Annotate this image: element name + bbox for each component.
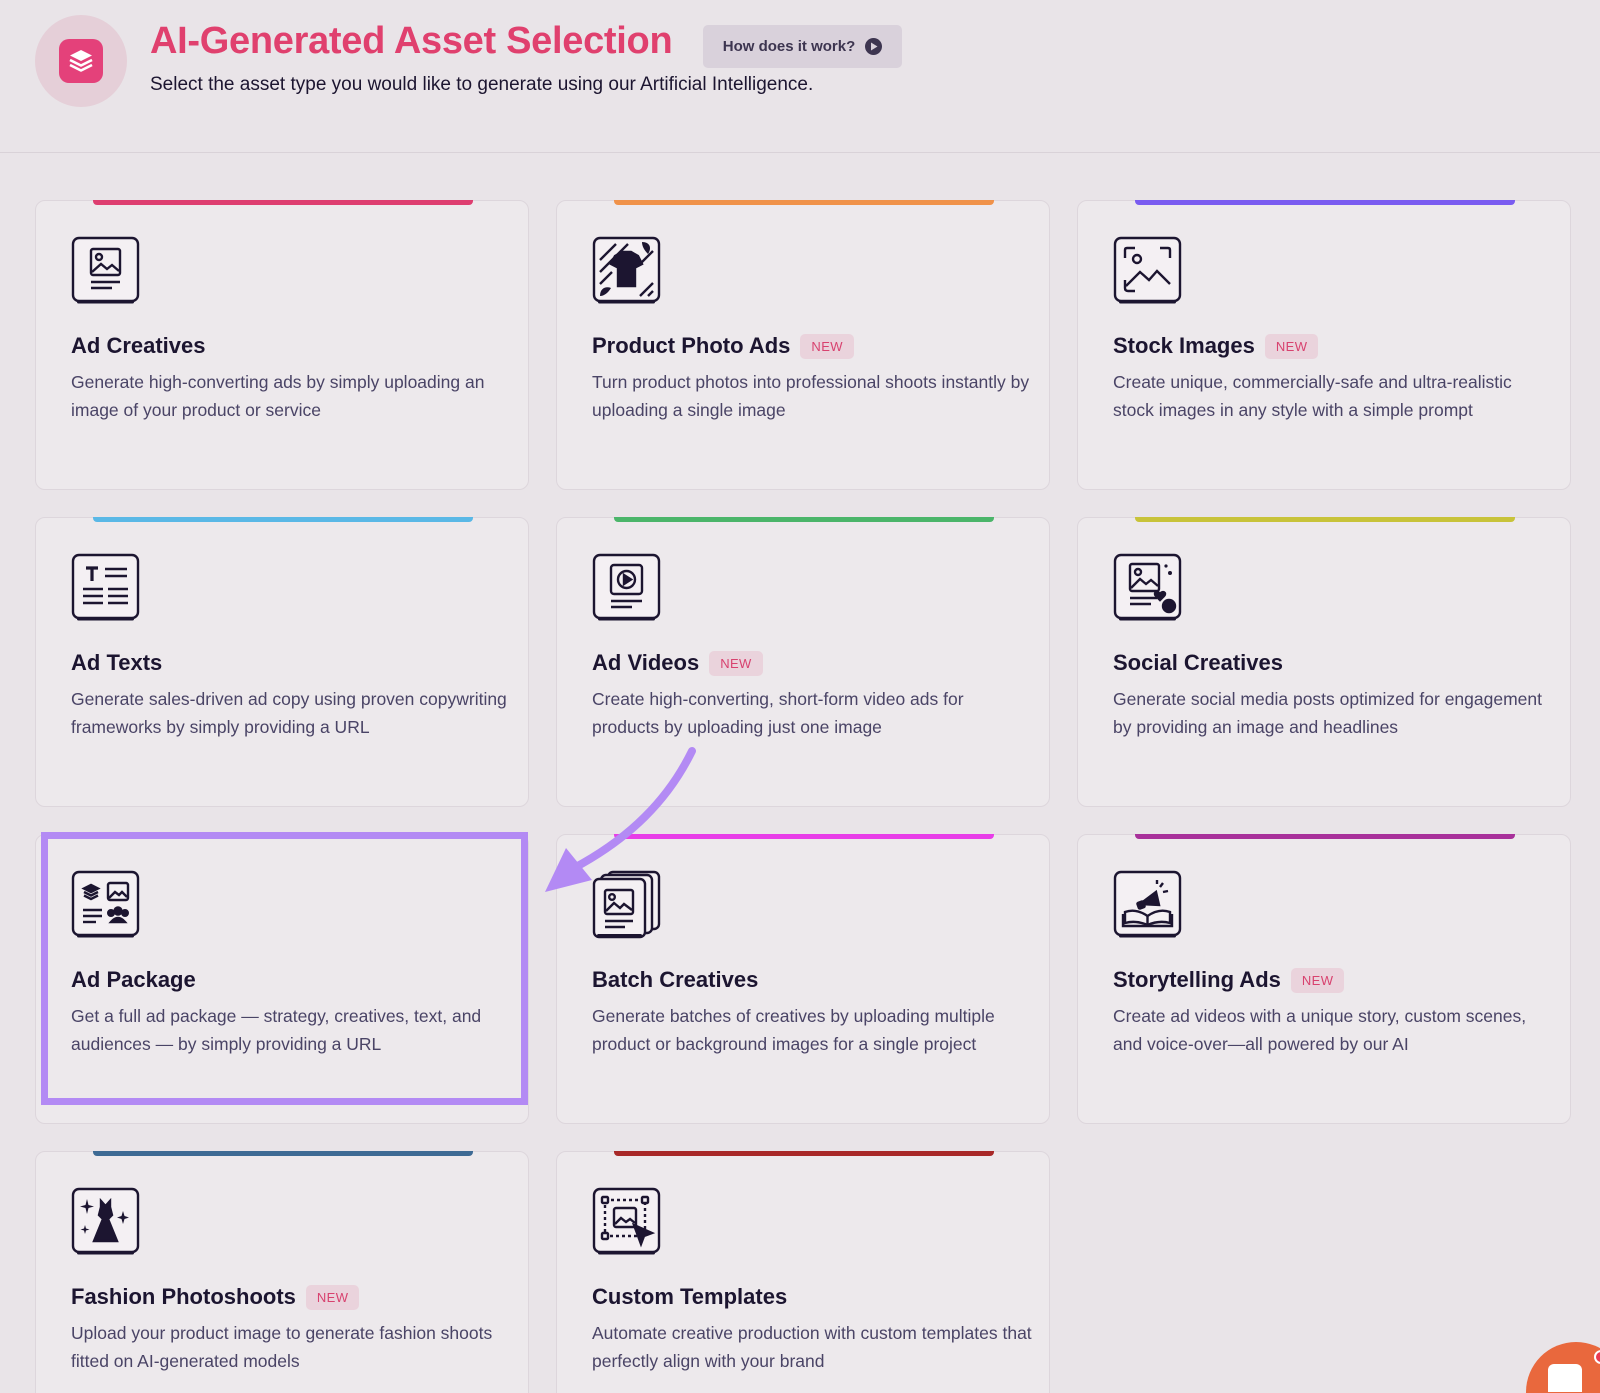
card-custom-templates[interactable]: [556, 1151, 1050, 1393]
card-batch-creatives[interactable]: [556, 834, 1050, 1124]
new-badge: NEW: [306, 1285, 360, 1310]
card-accent-bar: [1135, 834, 1515, 839]
video-document-icon: [592, 553, 661, 622]
card-accent-bar: [93, 517, 473, 522]
card-ad-texts[interactable]: [35, 517, 529, 807]
card-title: Ad Videos: [592, 650, 700, 675]
card-description: Automate creative production with custom templates that perfectly align with your brand: [592, 1323, 1032, 1371]
new-badge: NEW: [1291, 968, 1345, 993]
card-title: Custom Templates: [592, 1284, 788, 1309]
layers-icon: [59, 39, 103, 83]
card-title: Batch Creatives: [592, 967, 759, 992]
card-stock-images[interactable]: [1077, 200, 1571, 490]
card-description: Generate high-converting ads by simply uploading an image of your product or service: [71, 372, 485, 420]
card-description: Turn product photos into professional shoots instantly by uploading a single image: [592, 372, 1030, 420]
card-accent-bar: [1135, 517, 1515, 522]
card-title: Ad Creatives: [71, 333, 206, 358]
notification-dot: [1594, 1350, 1600, 1364]
card-title-row: [592, 331, 854, 361]
page-title: AI-Generated Asset Selection: [150, 20, 673, 62]
card-description: Get a full ad package — strategy, creatives, text, and audiences — by simply providing a URL: [71, 1006, 482, 1054]
how-button-label: How does it work?: [722, 38, 856, 55]
chat-widget-icon: [1548, 1364, 1582, 1392]
card-description: Generate sales-driven ad copy using proven copywriting frameworks by simply providing a URL: [71, 689, 507, 737]
card-description: Create ad videos with a unique story, custom scenes, and voice-over—all powered by our AI: [1113, 1006, 1527, 1054]
tshirt-photo-icon: [592, 236, 661, 305]
card-title-row: [592, 965, 758, 995]
card-description: Create high-converting, short-form video ads for products by uploading just one image: [592, 689, 964, 737]
card-description: Generate social media posts optimized for engagement by providing an image and headlines: [1113, 689, 1542, 737]
card-title-row: [1113, 648, 1283, 678]
social-post-icon: [1113, 553, 1182, 622]
header-logo: [35, 15, 127, 107]
text-document-icon: [71, 553, 140, 622]
card-description: Generate batches of creatives by uploading multiple product or background images for a single project: [592, 1006, 995, 1054]
storybook-megaphone-icon: [1113, 870, 1182, 939]
card-accent-bar: [93, 1151, 473, 1156]
new-badge: NEW: [709, 651, 763, 676]
card-title: Storytelling Ads: [1113, 967, 1281, 992]
page-header: [0, 0, 1600, 153]
play-icon: [865, 38, 882, 55]
card-ad-creatives[interactable]: [35, 200, 529, 490]
card-title: Ad Texts: [71, 650, 163, 675]
card-title-row: [71, 965, 196, 995]
card-title: Social Creatives: [1113, 650, 1283, 675]
page-subtitle: Select the asset type you would like to generate using our Artificial Intelligence.: [150, 74, 814, 95]
card-title-row: [1113, 331, 1318, 361]
image-frame-icon: [1113, 236, 1182, 305]
card-accent-bar: [614, 517, 994, 522]
card-accent-bar: [1135, 200, 1515, 205]
card-description: Upload your product image to generate fashion shoots fitted on AI-generated models: [71, 1323, 493, 1371]
card-title-row: [71, 331, 206, 361]
card-title: Ad Package: [71, 967, 196, 992]
card-social-creatives[interactable]: [1077, 517, 1571, 807]
card-title: Stock Images: [1113, 333, 1255, 358]
image-document-icon: [71, 236, 140, 305]
card-ad-package[interactable]: [35, 834, 529, 1124]
card-title-row: [592, 1282, 787, 1312]
chat-widget-button[interactable]: [1526, 1342, 1600, 1393]
card-product-photo-ads[interactable]: [556, 200, 1050, 490]
card-title-row: [592, 648, 763, 678]
card-title: Product Photo Ads: [592, 333, 791, 358]
stacked-images-icon: [592, 870, 661, 939]
card-title-row: [1113, 965, 1344, 995]
card-title: Fashion Photoshoots: [71, 1284, 296, 1309]
dress-sparkle-icon: [71, 1187, 140, 1256]
card-accent-bar: [614, 200, 994, 205]
card-title-row: [71, 648, 162, 678]
card-accent-bar: [93, 834, 473, 839]
card-title-row: [71, 1282, 359, 1312]
new-badge: NEW: [1265, 334, 1319, 359]
card-accent-bar: [614, 1151, 994, 1156]
card-accent-bar: [93, 200, 473, 205]
new-badge: NEW: [800, 334, 854, 359]
card-fashion-photoshoots[interactable]: [35, 1151, 529, 1393]
card-description: Create unique, commercially-safe and ultra-realistic stock images in any style with a simple prompt: [1113, 372, 1512, 420]
how-does-it-work-button[interactable]: [703, 25, 902, 68]
card-accent-bar: [614, 834, 994, 839]
template-cursor-icon: [592, 1187, 661, 1256]
ad-package-icon: [71, 870, 140, 939]
card-storytelling-ads[interactable]: [1077, 834, 1571, 1124]
card-ad-videos[interactable]: [556, 517, 1050, 807]
